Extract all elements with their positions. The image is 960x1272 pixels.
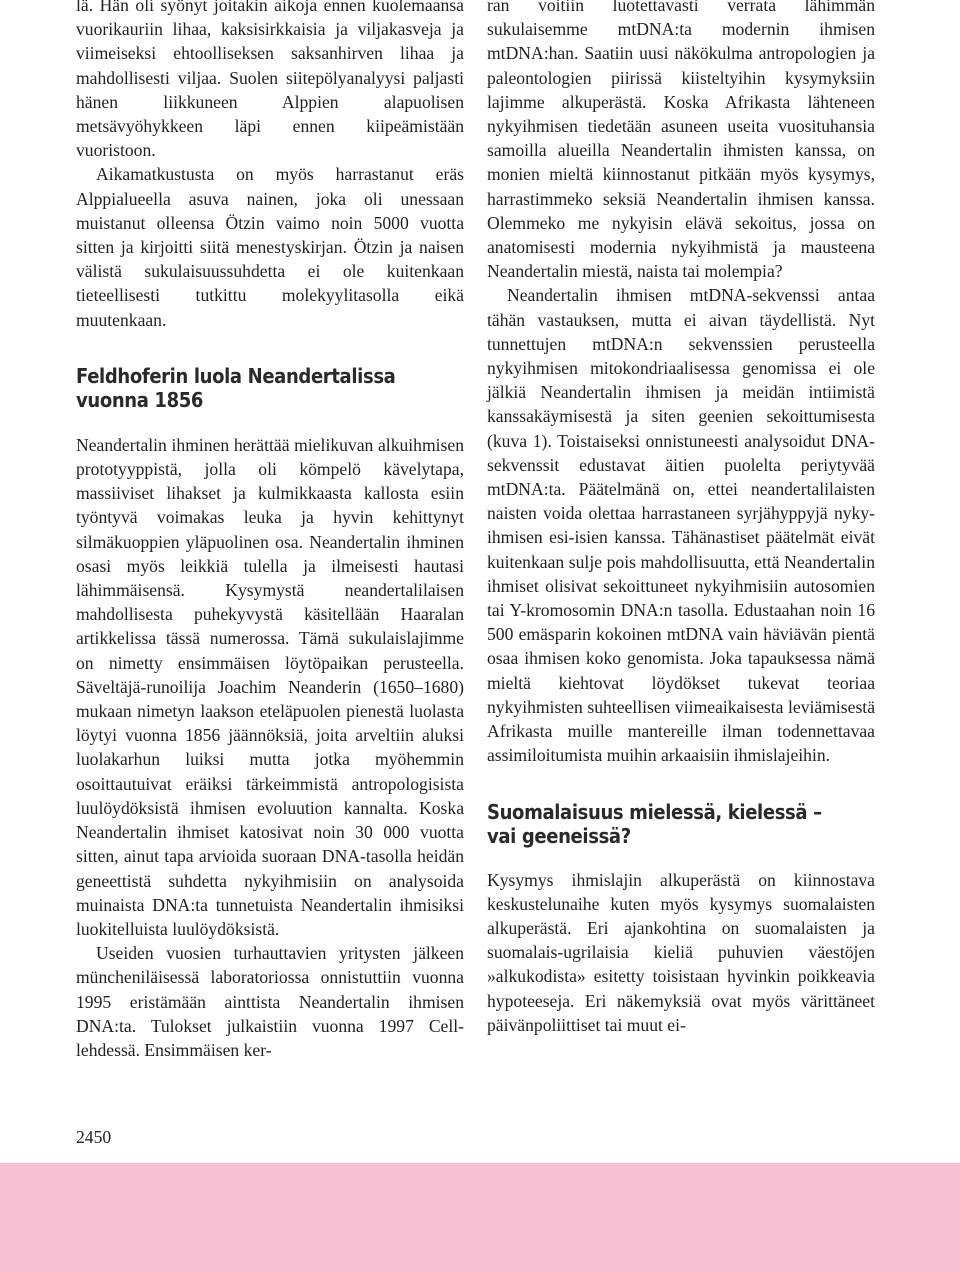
paragraph: Neandertalin ihmisen mtDNA-sekvenssi antaa tähän vastauksen, mutta ei aivan täydellistä. Nyt tunnettujen mtDNA:n sekvenssien perusteella nykyihmisen mitokondriaalisessa genomissa ei ole jälkiä Neandertalin ihmisen ja meidän intiimistä kanssakäymisestä ja siten geenien sekoittumisesta (kuva 1). Toistaiseksi onnistuneesti analysoidut DNA-sekvenssit edustavat äitien puolelta periytyvää mtDNA:ta. Päätelmänä on, ettei neandertalilaisten naisten voida olettaa harrastaneen syrjähyppyjä nyky-ihmisen esi-isien kanssa. Tähänastiset päätelmät eivät kuitenkaan sulje pois mahdollisuutta, että Neandertalin ihmiset olisivat sekoittuneet nykyihmisiin autosomien tai Y-kromosomin DNA:n tasolla. Edustaahan noin 16 500 emäsparin kokoinen mtDNA vain häviävän pientä osaa ihmisen koko genomista. Joka tapauksessa nämä mieltä kiehtovat löydökset tukevat teoriaa nykyihmisten suhteellisen viimeaikaisesta leviämisestä Afrikasta muille mantereille ilman todennettavaa assimiloitumista muihin arkaaisiin ihmislajeihin. <box>487 285 875 766</box>
paragraph: ran voitiin luotettavasti verrata lähimmän sukulaisemme mtDNA:ta modernin ihmisen mtDNA:han. Saatiin uusi näkökulma antropologien ja paleontologien piirissä kiisteltyihin kysymyksiin lajimme alkuperästä. Koska Afrikasta lähteneen nykyihmisen tiedetään asuneen useita vuosituhansia samoilla alueilla Neandertalin ihmisten kanssa, on monien mieltä kiinnostanut pitkään myös kysymys, harrastimmeko seksiä Neandertalin ihmisen kanssa. Olemmeko me nykyisin elävä sekoitus, jossa on anatomisesti modernia nykyihmistä ja mausteena Neandertalin miestä, naista tai molempia? <box>487 0 875 282</box>
paragraph: Useiden vuosien turhauttavien yritysten jälkeen müncheniläisessä laboratoriossa onnistuttiin vuonna 1995 eristämään ainttista Neandertalin ihmisen DNA:ta. Tulokset julkaistiin vuonna 1997 Cell-lehdessä. Ensimmäisen ker- <box>76 943 464 1060</box>
section-heading: Suomalaisuus mielessä, kielessä – vai geeneissä? <box>487 799 822 848</box>
footer-color-band <box>0 1163 960 1272</box>
right-column <box>487 0 875 1037</box>
page-number: 2450 <box>76 1127 112 1147</box>
paragraph: Aikamatkustusta on myös harrastanut eräs Alppialueella asuva nainen, joka oli unessaan muistanut olleensa Ötzin vaimo noin 5000 vuotta sitten ja kirjoitti siitä menestyskirjan. Ötzin ja naisen välistä sukulaisuussuhdetta ei ole kuitenkaan tieteellisesti tutkittu molekyylitasolla eikä muutenkaan. <box>76 164 464 330</box>
section-heading: Feldhoferin luola Neandertalissa vuonna 1856 <box>76 363 396 412</box>
left-column <box>76 0 464 1062</box>
paragraph: Neandertalin ihminen herättää mielikuvan alkuihmisen prototyyppistä, jolla oli kömpelö kävelytapa, massiiviset lihakset ja kulmikkaasta kallosta esiin työntyvä voimakas leuka ja hyvin kehittynyt silmäkuoppien yläpuolinen osa. Neandertalin ihminen osasi myös leikkiä tulella ja ilmeisesti hautasi lähimmäisensä. Kysymystä neandertalilaisen mahdollisesta puhekyvystä käsitellään Haaralan artikkelissa tässä numerossa. Tämä sukulaislajimme on nimetty ensimmäisen löytöpaikan perusteella. Säveltäjä-runoilija Joachim Neanderin (1650–1680) mukaan nimetyn laakson eteläpuolen pienestä luolasta löytyi vuonna 1856 jäännöksiä, joita arveltiin aluksi luolakarhun luiksi mutta jotka myöhemmin osoittautuivat eräiksi tärkeimmistä antropologisista luulöydöksistä ihmisen evoluution kannalta. Koska Neandertalin ihmiset katosivat noin 30 000 vuotta sitten, ainut tapa arvioida suoraan DNA-tasolla heidän geneettistä suhdetta nykyihmisiin on analysoida muinaista DNA:ta tunnetuista Neandertalin ihmisiksi luokitelluista luulöydöksistä. <box>76 434 464 939</box>
paragraph: Kysymys ihmislajin alkuperästä on kiinnostava keskustelunaihe kuten myös kysymys suomalaisten alkuperästä. Eri ajankohtina on suomalaisten ja suomalais-ugrilaisia kieliä puhuvien väestöjen »alkukodista» esitetty toisistaan hyvinkin poikkeavia hypoteeseja. Eri näkemyksiä ovat myös värittäneet päivänpoliittiset tai muut ei- <box>487 869 875 1035</box>
paragraph: lä. Hän oli syönyt joitakin aikoja ennen kuolemaansa vuorikauriin lihaa, kaksisirkkaisia ja viljakasveja ja viimeiseksi ehtoolliseksen saksanhirven lihaa ja mahdollisesti viljaa. Suolen siitepölyanalyysi paljasti hänen liikkuneen Alppien alapuolisen metsävyöhykkeen läpi ennen kiipeämistään vuoristoon. <box>76 0 464 161</box>
